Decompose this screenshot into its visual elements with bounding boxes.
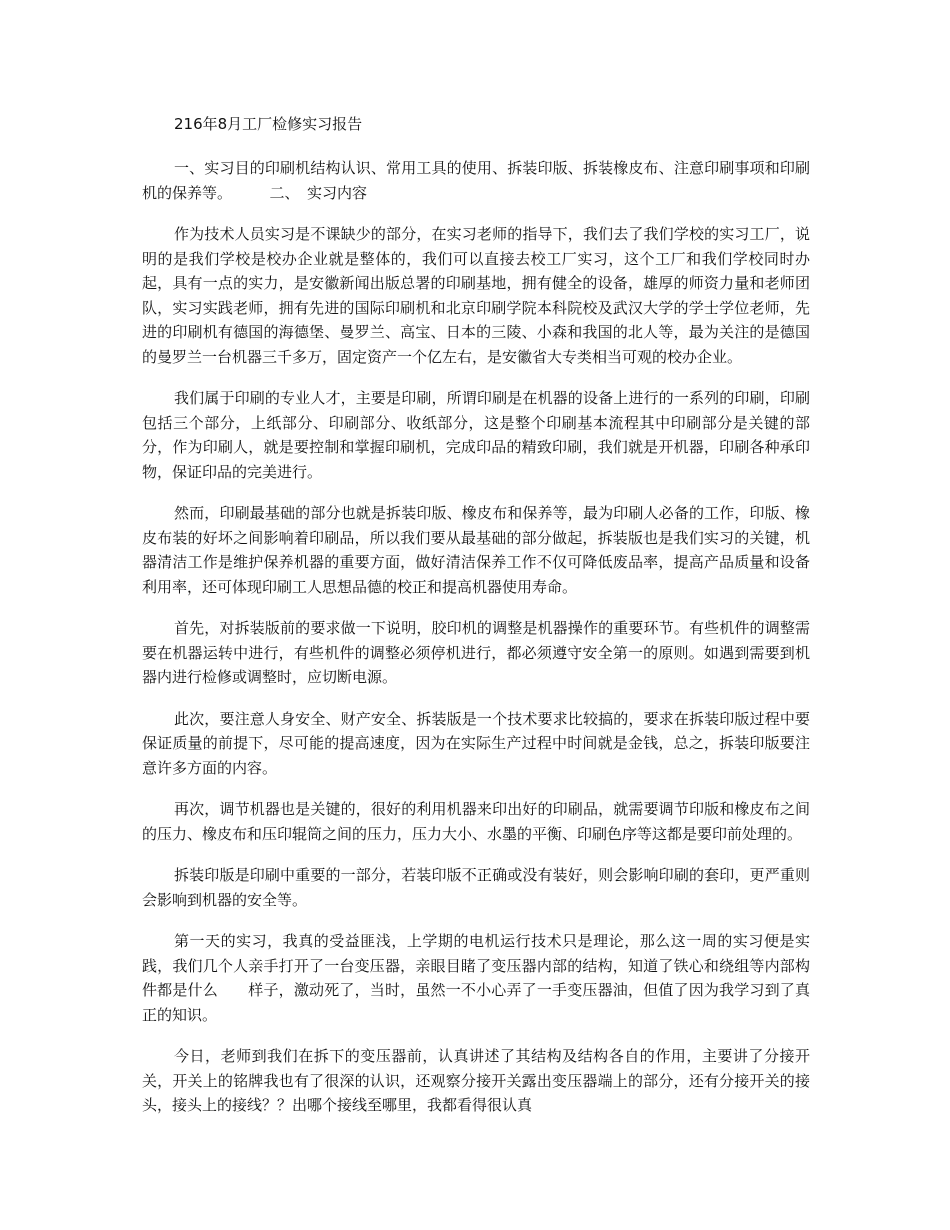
paragraph-safety: 此次，要注意人身安全、财产安全、拆装版是一个技术要求比较搞的，要求在拆装印版过程中要保证质量的前提下，尽可能的提高速度，因为在实际生产过程中时间就是金钱，总之，拆装印版要注意许多方面的内容。	[142, 709, 810, 777]
paragraph-background: 作为技术人员实习是不课缺少的部分，在实习老师的指导下，我们去了我们学校的实习工厂，说明的是我们学校是校办企业就是整体的，我们可以直接去校工厂实习，这个工厂和我们学校同时办起，具有一点的实力，是安徽新闻出版总署的印刷基地，拥有健全的设备，雄厚的师资力量和老师团队，实习实践老师，拥有先进的国际印刷机和北京印刷学院本科院校及武汉大学的学士学位老师，先进的印刷机有德国的海德堡、曼罗兰、高宝、日本的三陵、小森和我国的北人等，最为关注的是德国的曼罗兰一台机器三千多万，固定资产一个亿左右，是安徽省大专类相当可观的校办企业。	[142, 225, 810, 366]
paragraph-first-requirements: 首先，对拆装版前的要求做一下说明，胶印机的调整是机器操作的重要环节。有些机件的调整需要在机器运转中进行，有些机件的调整必须停机进行，都必须遵守安全第一的原则。如遇到需要到机器内进行检修或调整时，应切断电源。	[142, 619, 810, 686]
paragraph-today: 今日，老师到我们在拆下的变压器前，认真讲述了其结构及结构各自的作用，主要讲了分接开关，开关上的铭牌我也有了很深的认识，还观察分接开关露出变压器端上的部分，还有分接开关的接头，接头上的接线？？出哪个接线至哪里，我都看得很认真	[142, 1047, 810, 1114]
document-page	[142, 112, 810, 1135]
paragraph-printing-overview: 我们属于印刷的专业人才，主要是印刷，所谓印刷是在机器的设备上进行的一系列的印刷，印刷包括三个部分，上纸部分、印刷部分、收纸部分，这是整个印刷基本流程其中印刷部分是关键的部分，作为印刷人，就是要控制和掌握印刷机，完成印品的精致印刷，我们就是开机器，印刷各种承印物，保证印品的完美进行。	[142, 389, 810, 481]
paragraph-first-day: 第一天的实习，我真的受益匪浅，上学期的电机运行技术只是理论，那么这一周的实习便是实践，我们几个人亲手打开了一台变压器，亲眼目睹了变压器内部的结构，知道了铁心和绕组等内部构件都是什么 样子，激动死了，当时，虽然一不小心弄了一手变压器油，但值了因为我学习到了真正的知识。	[142, 932, 810, 1024]
paragraph-purpose: 一、实习目的印刷机结构认识、常用工具的使用、拆装印版、拆装橡皮布、注意印刷事项和印刷机的保养等。 二、 实习内容	[142, 159, 810, 202]
paragraph-adjustment: 再次，调节机器也是关键的，很好的利用机器来印出好的印刷品，就需要调节印版和橡皮布之间的压力、橡皮布和压印辊筒之间的压力，压力大小、水墨的平衡、印刷色序等这都是要印前处理的。	[142, 800, 810, 843]
document-title: 216年8月工厂检修实习报告	[174, 115, 363, 133]
paragraph-basics: 然而，印刷最基础的部分也就是拆装印版、橡皮布和保养等，最为印刷人必备的工作，印版、橡皮布装的好坏之间影响着印刷品，所以我们要从最基础的部分做起，拆装版也是我们实习的关键，机器清洁工作是维护保养机器的重要方面，做好清洁保养工作不仅可降低废品率，提高产品质量和设备利用率，还可体现印刷工人思想品德的校正和提高机器使用寿命。	[142, 504, 810, 596]
paragraph-plate-mounting: 拆装印版是印刷中重要的一部分，若装印版不正确或没有装好，则会影响印刷的套印，更严重则会影响到机器的安全等。	[142, 866, 810, 909]
